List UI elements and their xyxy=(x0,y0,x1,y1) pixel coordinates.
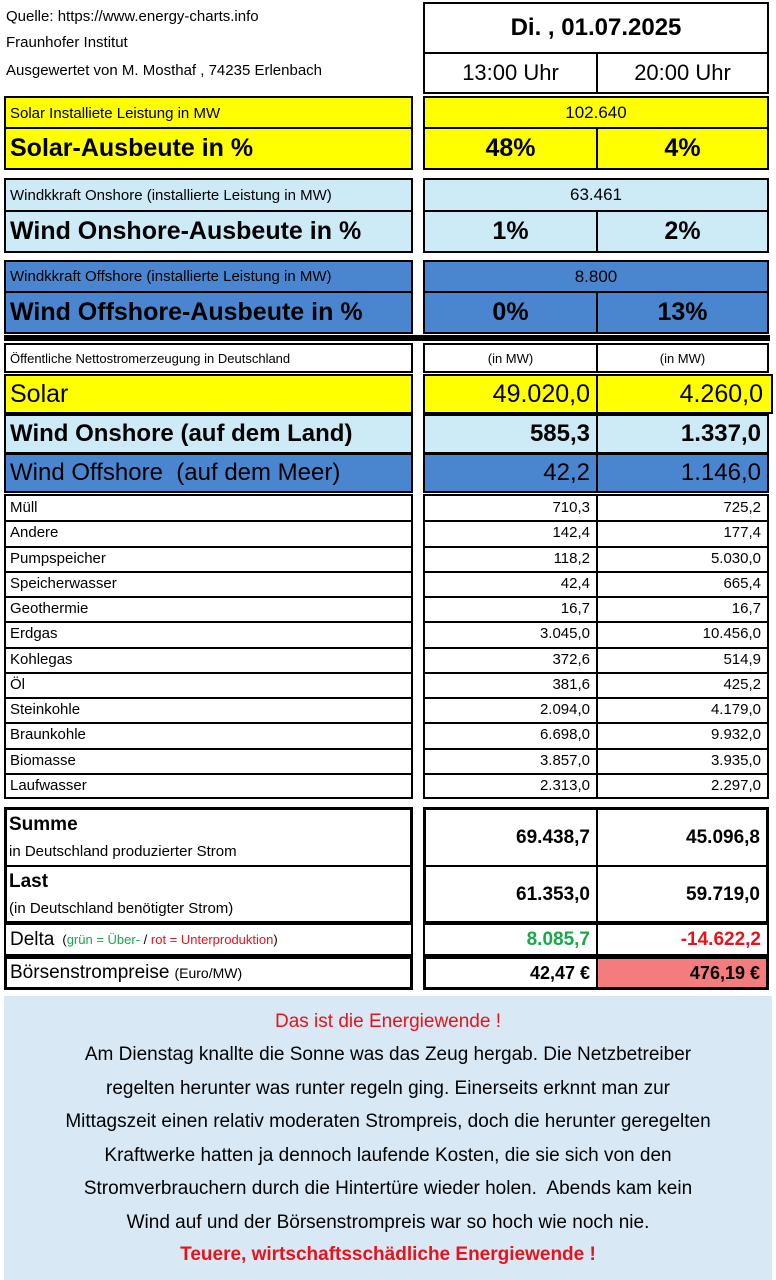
solar-yield-2: 4% xyxy=(664,134,701,162)
row-solar-v2: 4.260,0 xyxy=(679,379,763,408)
row-onshore-name: Wind Onshore (auf dem Land) xyxy=(10,420,353,447)
table-row-v2: 3.935,0 xyxy=(710,751,761,769)
table-row-name: Speicherwasser xyxy=(10,574,117,592)
last-v2: 59.719,0 xyxy=(686,883,760,905)
table-row-v2: 10.456,0 xyxy=(702,625,761,643)
table-row-v1: 3.857,0 xyxy=(539,751,590,769)
comment-line: Stromverbrauchern durch die Hintertüre wieder holen. Abends kam kein xyxy=(83,1178,693,1199)
offshore-yield-1: 0% xyxy=(492,298,529,326)
price-unit: (Euro/MW) xyxy=(174,965,243,981)
row-onshore-v2: 1.337,0 xyxy=(680,420,761,447)
row-solar-v1: 49.020,0 xyxy=(492,379,590,408)
comment-footer: Teuere, wirtschaftsschädliche Energiewende ! xyxy=(180,1244,596,1265)
onshore-yield-1: 1% xyxy=(492,217,529,245)
comment-title: Das ist die Energiewende ! xyxy=(274,1011,501,1032)
solar-installed-label: Solar Installiete Leistung in MW xyxy=(10,104,221,122)
table-row-v2: 16,7 xyxy=(731,600,761,618)
unit-1: (in MW) xyxy=(487,350,534,366)
table-row-v2: 2.297,0 xyxy=(710,776,761,794)
table-row-v2: 514,9 xyxy=(723,650,761,668)
time-2: 20:00 Uhr xyxy=(634,60,731,85)
last-title: Last xyxy=(9,871,49,892)
table-row-v1: 142,4 xyxy=(552,524,590,542)
table-row-v1: 372,6 xyxy=(552,650,590,668)
table-row-v1: 16,7 xyxy=(560,600,590,618)
table-row-name: Erdgas xyxy=(10,625,58,643)
table-row-v1: 118,2 xyxy=(553,549,590,567)
summe-sub: in Deutschland produzierter Strom xyxy=(9,843,237,860)
comment-line: Kraftwerke hatten ja dennoch laufende Kosten, die sie sich von den xyxy=(104,1144,672,1166)
offshore-installed-value: 8.800 xyxy=(574,266,618,286)
source-block xyxy=(6,4,322,84)
row-offshore-name: Wind Offshore (auf dem Meer) xyxy=(10,459,341,486)
table-row-name: Müll xyxy=(10,499,38,517)
table-row-v2: 9.932,0 xyxy=(710,726,761,744)
table-row-v2: 425,2 xyxy=(723,675,761,693)
offshore-yield-2: 13% xyxy=(657,298,708,326)
onshore-yield-2: 2% xyxy=(664,217,701,245)
comment-line: Mittagszeit einen relativ moderaten Strompreis, doch die herunter geregelten xyxy=(65,1111,711,1132)
delta-title: Delta xyxy=(10,928,55,950)
table-row-v1: 381,6 xyxy=(552,675,590,693)
row-solar-name: Solar xyxy=(10,379,69,408)
comment-text xyxy=(4,1038,772,1239)
price-title: Börsenstrompreise xyxy=(10,962,170,983)
table-row-v2: 725,2 xyxy=(723,499,761,517)
offshore-installed-label: Windkkraft Offshore (installierte Leistung in MW) xyxy=(10,268,332,285)
summe-v1: 69.438,7 xyxy=(516,826,590,848)
delta-v2: -14.622,2 xyxy=(680,928,761,950)
table-row-v1: 3.045,0 xyxy=(539,625,590,643)
price-v2: 476,19 € xyxy=(689,962,760,983)
table-row-name: Steinkohle xyxy=(10,701,81,719)
offshore-yield-label: Wind Offshore-Ausbeute in % xyxy=(10,298,363,326)
table-row-name: Kohlegas xyxy=(10,650,73,668)
last-sub: (in Deutschland benötigter Strom) xyxy=(9,900,234,917)
comment-line: regelten herunter was runter regeln ging. Einerseits erknnt man zur xyxy=(106,1077,670,1099)
comment-line: Am Dienstag knallte die Sonne was das Zeug hergab. Die Netzbetreiber xyxy=(84,1044,692,1065)
row-offshore-v2: 1.146,0 xyxy=(680,459,761,486)
summe-title: Summe xyxy=(9,814,78,835)
table-row-name: Geothermie xyxy=(10,600,89,618)
time-1: 13:00 Uhr xyxy=(462,60,559,85)
row-onshore-v1: 585,3 xyxy=(529,420,590,447)
table-row-name: Braunkohle xyxy=(10,726,86,744)
table-row-v1: 2.313,0 xyxy=(539,776,590,794)
table-row-v1: 2.094,0 xyxy=(539,701,590,719)
source-institute: Fraunhofer Institut xyxy=(6,34,128,51)
table-row-name: Pumpspeicher xyxy=(10,549,106,567)
delta-legend: (grün = Über- / rot = Unterproduktion) xyxy=(62,932,278,947)
onshore-yield-label: Wind Onshore-Ausbeute in % xyxy=(10,217,362,245)
source-url: Quelle: https://www.energy-charts.info xyxy=(6,8,259,25)
table-row-v2: 4.179,0 xyxy=(710,701,761,719)
last-v1: 61.353,0 xyxy=(516,883,590,905)
onshore-installed-value: 63.461 xyxy=(570,185,622,204)
delta-v1: 8.085,7 xyxy=(526,928,590,950)
table-row-v1: 710,3 xyxy=(552,499,590,517)
table-row-v2: 5.030,0 xyxy=(710,549,761,567)
section-divider xyxy=(4,335,770,341)
table-row-v2: 665,4 xyxy=(723,574,761,592)
solar-installed-value: 102.640 xyxy=(565,102,627,122)
table-row-name: Öl xyxy=(10,675,25,693)
price-v1: 42,47 € xyxy=(529,962,590,983)
onshore-installed-label: Windkkraft Onshore (installierte Leistung in MW) xyxy=(10,186,332,204)
table-row-v1: 6.698,0 xyxy=(539,726,590,744)
comment-line: Wind auf und der Börsenstrompreis war so hoch wie noch nie. xyxy=(126,1211,650,1233)
generation-title: Öffentliche Nettostromerzeugung in Deutschland xyxy=(10,350,291,366)
comment-box xyxy=(4,996,772,1280)
table-row-v2: 177,4 xyxy=(723,524,761,542)
date-label: Di. , 01.07.2025 xyxy=(510,14,682,41)
table-row-name: Biomasse xyxy=(10,751,76,769)
row-offshore-v1: 42,2 xyxy=(543,459,590,486)
price-label xyxy=(4,958,409,988)
source-author: Ausgewertet von M. Mosthaf , 74235 Erlenbach xyxy=(6,62,323,79)
table-row-v1: 42,4 xyxy=(560,574,590,592)
solar-yield-label: Solar-Ausbeute in % xyxy=(10,134,254,162)
summe-v2: 45.096,8 xyxy=(686,826,760,848)
solar-yield-1: 48% xyxy=(485,134,536,162)
unit-2: (in MW) xyxy=(659,350,706,366)
table-row-name: Laufwasser xyxy=(10,776,87,794)
table-row-name: Andere xyxy=(10,524,59,542)
delta-label xyxy=(4,925,409,954)
